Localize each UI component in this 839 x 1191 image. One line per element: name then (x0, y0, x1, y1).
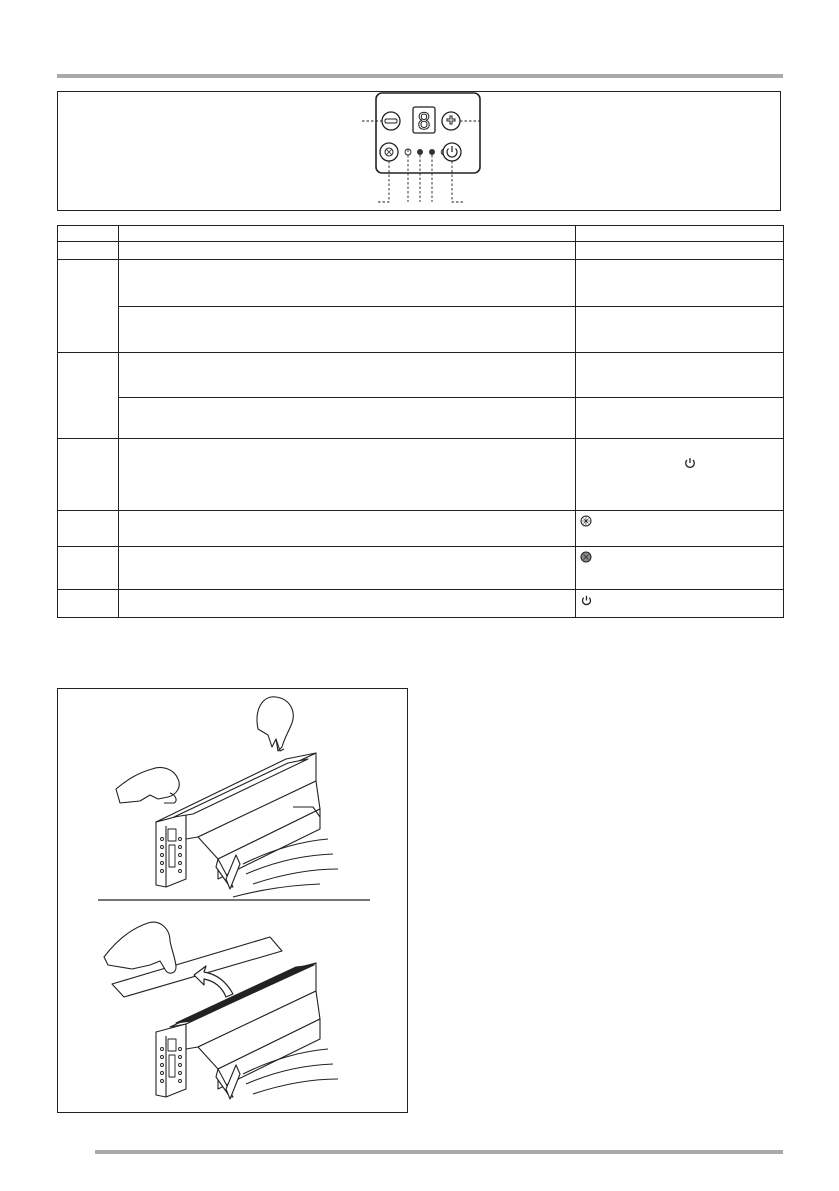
indicator-dot-1 (417, 149, 423, 155)
table-row (58, 260, 784, 307)
fan-button-icon[interactable] (380, 143, 398, 161)
table-row (58, 242, 784, 260)
table-row (58, 590, 784, 618)
table-row (58, 439, 784, 511)
hood-pressing-illustration (116, 697, 338, 897)
table-row (58, 307, 784, 353)
indicator-dot-2 (429, 149, 435, 155)
minus-button-icon[interactable] (382, 112, 400, 130)
table-header-row (58, 226, 784, 242)
control-panel-drawing (58, 92, 782, 212)
table-row (58, 511, 784, 547)
timer-cell (576, 590, 784, 618)
display-digit: 8 (417, 110, 431, 135)
hood-lifting-illustration (104, 922, 338, 1099)
fan-icon (580, 515, 592, 527)
controls-table (57, 225, 784, 618)
table-row (58, 547, 784, 590)
control-panel-figure (57, 91, 781, 211)
header-cell (576, 226, 784, 242)
filter-removal-figure (57, 688, 408, 1113)
timer-icon (580, 594, 593, 607)
header-cell (58, 226, 119, 242)
fan-cell (576, 511, 784, 547)
table-row (58, 353, 784, 398)
header-cell (119, 226, 576, 242)
digit-display-icon (413, 107, 435, 135)
fan-intensive-cell (576, 547, 784, 590)
filter-removal-drawing (58, 689, 409, 1114)
table-row (58, 398, 784, 439)
bottom-rule (95, 1150, 783, 1154)
timer-button-icon[interactable] (443, 143, 461, 161)
fan-intensive-icon (580, 551, 592, 563)
plus-button-icon[interactable] (442, 112, 460, 130)
timer-cell (576, 439, 784, 511)
top-rule (57, 74, 783, 78)
timer-icon (683, 456, 697, 470)
